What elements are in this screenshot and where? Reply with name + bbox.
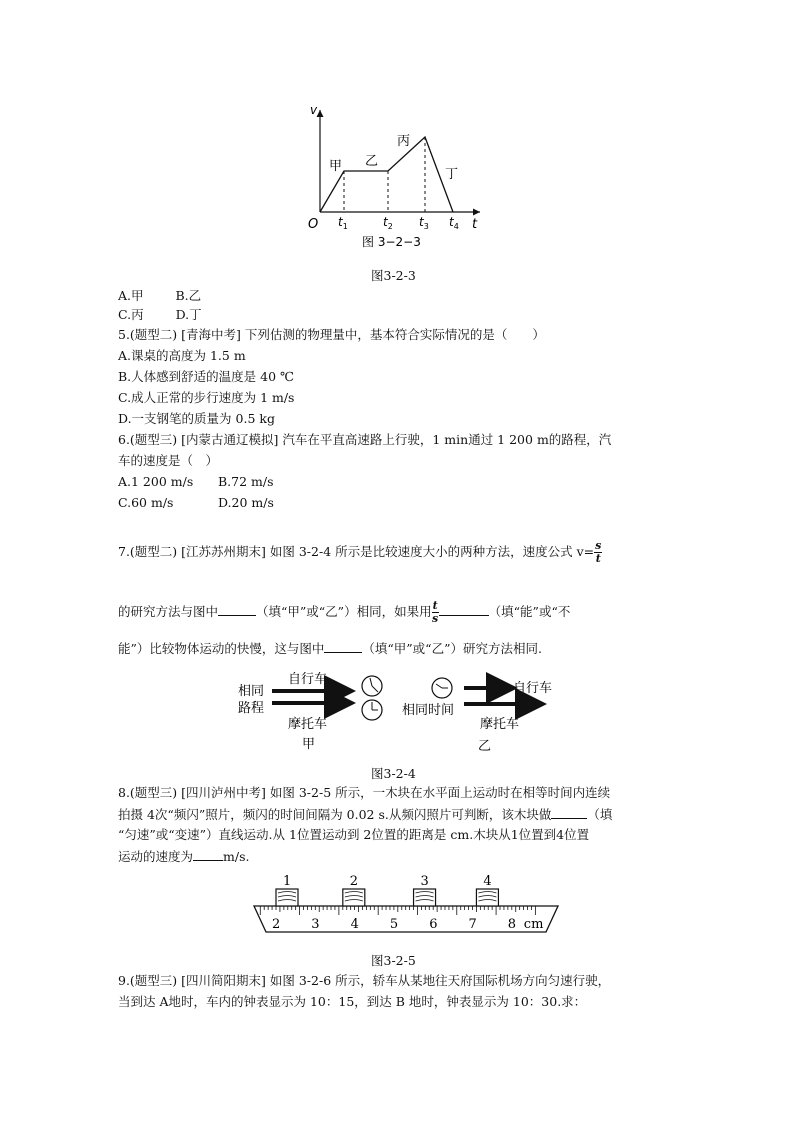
block-position-label: 4: [483, 874, 492, 889]
bike-label-b: 自行车: [513, 681, 553, 696]
q9-line1: 9.(题型三) [四川简阳期末] 如图 3-2-6 所示，轿车从某地往天府国际机场方向匀速行驶，: [118, 973, 611, 988]
segment-jia: 甲: [329, 159, 343, 174]
q6-option-d[interactable]: D.20 m/s: [217, 495, 274, 510]
block-position-label: 1: [283, 874, 292, 889]
origin-label: O: [308, 217, 319, 232]
figure-3-2-5-ruler: [246, 870, 566, 940]
v-axis-label: v: [310, 103, 318, 117]
q6-row2: [118, 495, 274, 511]
tick-t2: $t_2$: [383, 215, 393, 231]
tick-t1: $t_1$: [338, 215, 348, 231]
q8-line2: [118, 806, 612, 823]
velocity-curve: [320, 137, 453, 212]
segment-yi: 乙: [365, 154, 379, 169]
q6-option-a[interactable]: A.1 200 m/s: [118, 474, 194, 489]
same-path-label-2: 路程: [238, 701, 265, 716]
q7-text-4: （填“能”或“不: [488, 604, 571, 619]
q9-line2: 当到达 A地时，车内的钟表显示为 10：15，到达 B 地时，钟表显示为 10：30.求：: [118, 994, 587, 1009]
ruler-tick-label: 5: [389, 917, 399, 932]
panel-label-jia: 甲: [302, 737, 316, 752]
panel-label-yi: 乙: [478, 739, 492, 754]
q4-row1: [118, 288, 201, 304]
ruler-unit-label: cm: [523, 917, 544, 932]
figure-3-2-3-vt-graph: [300, 100, 500, 255]
ruler-tick-label: 2: [272, 917, 281, 932]
q7-text-6: （填“甲”或“乙”）研究方法相同.: [362, 641, 542, 656]
q7-text-2: 的研究方法与图中: [118, 604, 219, 619]
t-axis-label: t: [472, 217, 478, 232]
q8-text-2: 拍摄 4次“频闪”照片，频闪的时间间隔为 0.02 s.从频闪照片可判断，该木块做: [118, 807, 552, 822]
q5-option-b[interactable]: B.人体感到舒适的温度是 40 ℃: [118, 369, 294, 384]
clock-icon: [432, 678, 452, 698]
figure-3-2-4: [230, 668, 570, 768]
q7-blank-3[interactable]: [324, 640, 362, 653]
bike-label-a: 自行车: [288, 672, 328, 687]
clock-icon: [362, 700, 382, 720]
q5-stem: 5.(题型二) [青海中考] 下列估测的物理量中，基本符合实际情况的是（ ）: [118, 327, 545, 342]
q8-text-4b: m/s.: [223, 849, 250, 864]
q4-option-a[interactable]: A.甲: [118, 288, 144, 303]
q7-blank-1[interactable]: [218, 603, 256, 616]
q7-line1: [118, 534, 602, 570]
segment-ding: 丁: [445, 167, 459, 182]
q8-blank-2[interactable]: [193, 848, 223, 861]
ruler-tick-label: 4: [350, 917, 359, 932]
q4-option-b[interactable]: B.乙: [175, 288, 202, 303]
q6-option-b[interactable]: B.72 m/s: [217, 474, 274, 489]
q7-blank-2[interactable]: [439, 603, 489, 616]
q7-ts-fraction: $\frac{t}{s}$: [432, 599, 439, 625]
q7-text-1: 7.(题型二) [江苏苏州期末] 如图 3-2-4 所示是比较速度大小的两种方法，速度公式 v=: [118, 544, 595, 559]
q8-blank-1[interactable]: [551, 806, 587, 819]
q7-line2: [118, 594, 570, 630]
ruler-tick-label: 7: [468, 917, 477, 932]
q5-option-c[interactable]: C.成人正常的步行速度为 1 m/s: [118, 390, 295, 405]
q5-option-a[interactable]: A.课桌的高度为 1.5 m: [118, 348, 246, 363]
q6-option-c[interactable]: C.60 m/s: [118, 495, 174, 510]
same-time-label: 相同时间: [402, 703, 455, 718]
q7-line3: [118, 640, 542, 657]
moto-label-b: 摩托车: [480, 717, 520, 732]
clock-icon: [362, 676, 382, 696]
q8-text-4: 运动的速度为: [118, 849, 194, 864]
figure-caption-3-2-3: 图3-2-3: [371, 268, 416, 283]
q6-row1: [118, 474, 274, 490]
block-position-label: 2: [349, 874, 359, 889]
ruler-tick-label: 3: [311, 917, 320, 932]
tick-t4: $t_4$: [449, 215, 459, 231]
q7-speed-formula: $\frac{s}{t}$: [595, 539, 602, 565]
q6-stem-1: 6.(题型三) [内蒙古通辽模拟] 汽车在平直高速路上行驶，1 min通过 1 200 m的路程，汽: [118, 432, 612, 447]
moto-label-a: 摩托车: [288, 717, 328, 732]
ruler-tick-label: 6: [429, 917, 438, 932]
q4-option-c[interactable]: C.丙: [118, 307, 144, 322]
q7-text-5: 能”）比较物体运动的快慢，这与图中: [118, 641, 325, 656]
tick-t3: $t_3$: [419, 215, 429, 231]
q4-row2: [118, 307, 202, 323]
q4-option-d[interactable]: D.丁: [175, 307, 202, 322]
ruler-tick-label: 8: [507, 917, 517, 932]
q7-text-3: （填“甲”或“乙”）相同，如果用: [256, 604, 432, 619]
segment-bing: 丙: [397, 134, 411, 149]
q8-text-2b: （填: [587, 807, 613, 822]
figure-inner-caption: 图 3−2−3: [362, 235, 421, 249]
same-path-label-1: 相同: [238, 684, 265, 699]
q5-option-d[interactable]: D.一支钢笔的质量为 0.5 kg: [118, 411, 275, 426]
q6-stem-2: 车的速度是（ ）: [118, 453, 219, 468]
q8-line3: “匀速”或“变速”）直线运动.从 1位置运动到 2位置的距离是 cm.木块从1位置到4位置: [118, 827, 590, 842]
q8-line4: [118, 848, 249, 865]
q8-line1: 8.(题型三) [四川泸州中考] 如图 3-2-5 所示，一木块在水平面上运动时在相等时间内连续: [118, 785, 611, 800]
figure-caption-3-2-5: 图3-2-5: [371, 953, 416, 968]
block-position-label: 3: [420, 874, 429, 889]
figure-caption-3-2-4: 图3-2-4: [371, 766, 416, 781]
